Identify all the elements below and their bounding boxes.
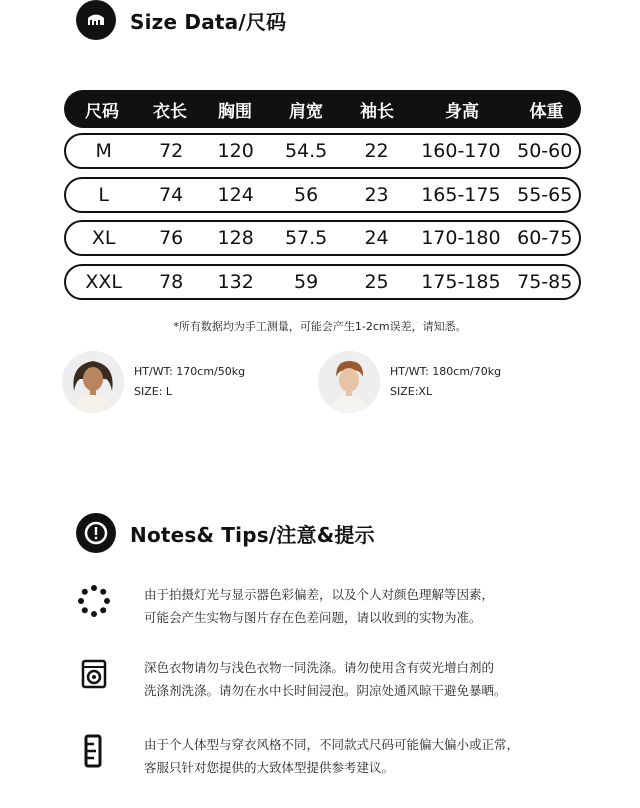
model-size: SIZE:XL — [390, 385, 433, 398]
table-cell: 60-75 — [517, 227, 573, 249]
tip-line: 由于个人体型与穿衣风格不同，不同款式尺码可能偏大偏小或正常， — [144, 737, 520, 752]
table-cell: 55-65 — [517, 184, 573, 206]
header-cell: 胸围 — [218, 101, 252, 122]
table-cell: 22 — [364, 140, 389, 162]
size-cell: L — [98, 184, 109, 206]
table-cell: 170-180 — [421, 227, 501, 249]
notes-tips-title: Notes& Tips/注意&提示 — [130, 522, 375, 547]
table-row — [64, 220, 581, 256]
model-ht-wt: HT/WT: 180cm/70kg — [390, 365, 502, 378]
size-data-heading — [76, 0, 286, 40]
tip-color-difference — [76, 583, 564, 629]
model-ht-wt: HT/WT: 170cm/50kg — [134, 365, 246, 378]
size-cell: XXL — [85, 271, 123, 293]
model-size: SIZE: L — [134, 385, 173, 398]
table-row — [64, 264, 581, 300]
tip-line: 客服只针对您提供的大致体型提供参考建议。 — [144, 760, 395, 775]
header-cell: 身高 — [445, 101, 479, 122]
header-cell: 体重 — [529, 101, 564, 122]
tip-sizing-advice — [76, 733, 564, 779]
header-cell: 袖长 — [360, 101, 394, 122]
tip-line: 洗涤剂洗涤。请勿在水中长时间浸泡。阴凉处通风晾干避免暴晒。 — [144, 683, 507, 698]
table-cell: 160-170 — [421, 140, 501, 162]
dotted-circle-icon — [76, 583, 112, 619]
table-cell: 57.5 — [284, 227, 328, 249]
tip-text — [144, 583, 564, 629]
table-cell: 56 — [294, 184, 319, 206]
table-cell: 165-175 — [421, 184, 501, 206]
table-cell: 74 — [159, 184, 184, 206]
table-cell: 75-85 — [517, 271, 573, 293]
size-cell: XL — [91, 227, 116, 249]
ruler-icon — [76, 0, 116, 40]
table-cell: 78 — [159, 271, 184, 293]
measurement-note: *所有数据均为手工测量，可能会产生1-2cm误差，请知悉。 — [173, 320, 467, 333]
table-cell: 132 — [217, 271, 254, 293]
size-cell: M — [95, 140, 112, 162]
header-cell: 尺码 — [85, 101, 119, 122]
notes-tips-heading — [76, 513, 375, 553]
male-model-text — [390, 362, 501, 402]
model-info-male — [318, 351, 501, 413]
tip-washing — [76, 656, 564, 702]
header-cell: 衣长 — [153, 101, 187, 122]
tip-line: 可能会产生实物与图片存在色差问题，请以收到的实物为准。 — [144, 610, 482, 625]
table-row — [64, 177, 581, 213]
size-data-title: Size Data/尺码 — [130, 9, 287, 34]
table-cell: 72 — [159, 140, 184, 162]
tip-line: 深色衣物请勿与浅色衣物一同洗涤。请勿使用含有荧光增白剂的 — [144, 660, 495, 675]
ruler-measure-icon — [76, 733, 112, 769]
header-cell: 肩宽 — [289, 101, 323, 122]
table-cell: 175-185 — [421, 271, 501, 293]
table-cell: 124 — [217, 184, 254, 206]
table-cell: 23 — [364, 184, 389, 206]
tip-text — [144, 733, 564, 779]
table-cell: 120 — [217, 140, 254, 162]
table-cell: 25 — [364, 271, 389, 293]
washing-machine-icon — [76, 656, 112, 692]
female-model-text — [134, 362, 245, 402]
size-table-header — [64, 90, 581, 128]
model-info-female — [62, 351, 245, 413]
table-cell: 59 — [294, 271, 319, 293]
table-row — [64, 133, 581, 169]
table-cell: 54.5 — [284, 140, 328, 162]
table-cell: 50-60 — [517, 140, 573, 162]
tip-line: 由于拍摄灯光与显示器色彩偏差，以及个人对颜色理解等因素， — [144, 587, 495, 602]
tip-text — [144, 656, 564, 702]
table-cell: 76 — [159, 227, 184, 249]
table-cell: 128 — [217, 227, 254, 249]
exclamation-icon — [76, 513, 116, 553]
male-model-avatar — [318, 351, 380, 413]
female-model-avatar — [62, 351, 124, 413]
table-cell: 24 — [364, 227, 389, 249]
